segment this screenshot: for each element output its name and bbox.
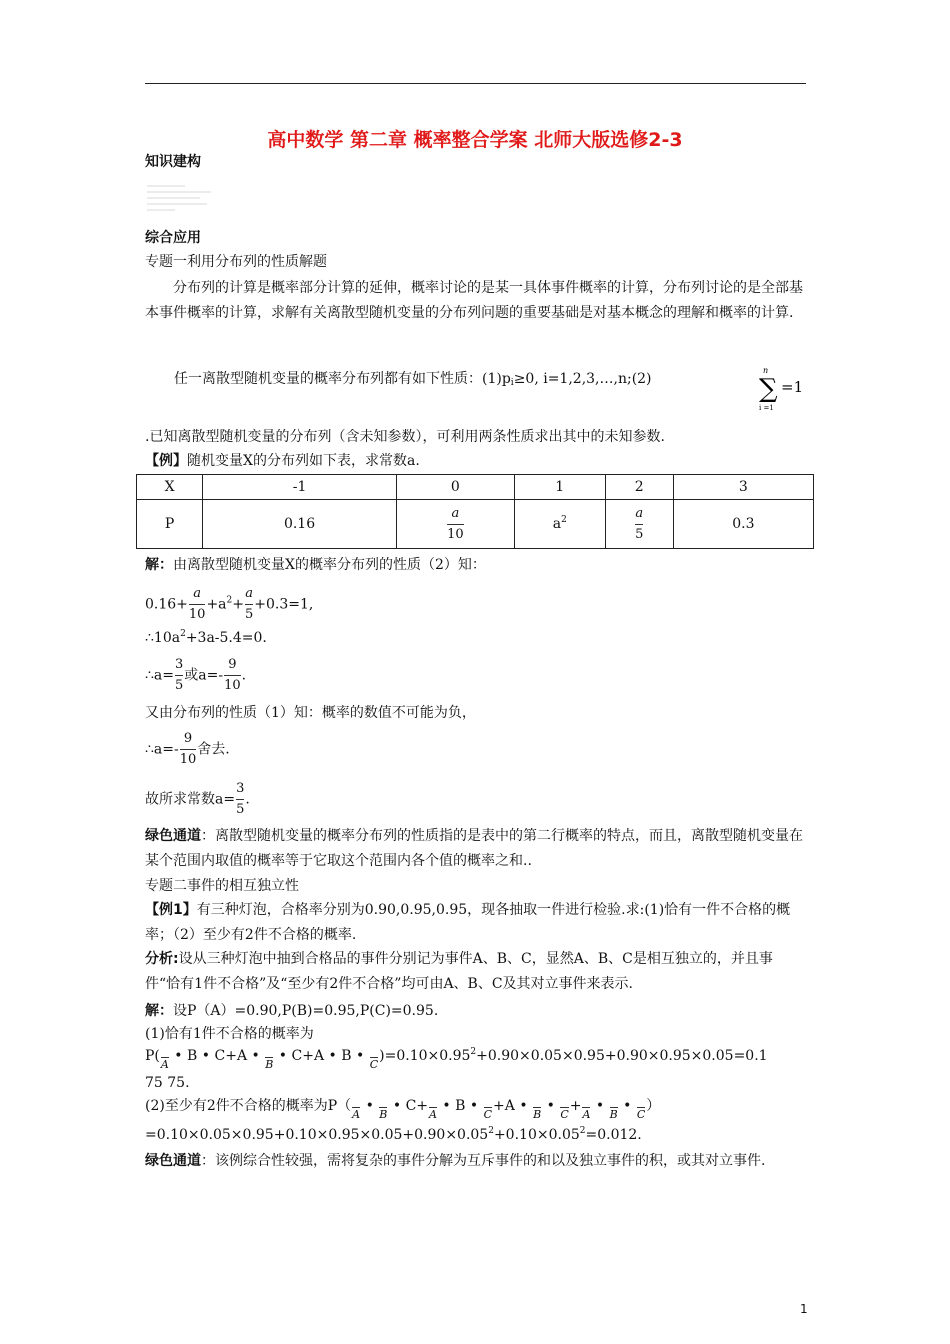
solution2-line5: (2)至少有2件不合格的概率为P（A • B • C+A • B • C+A • B • C+A • B • C） <box>145 1098 661 1121</box>
table-cell: $\frac{a}{10}$ <box>396 500 514 549</box>
page-number: 1 <box>800 1302 808 1316</box>
table-cell: $\frac{a}{5}$ <box>605 500 673 549</box>
summation-formula <box>757 366 813 412</box>
table-cell: -1 <box>203 475 397 500</box>
solution1-line7: 故所求常数a= $\frac{3}{5}$ . <box>145 781 250 817</box>
para-known: .已知离散型随机变量的分布列（含未知参数），可利用两条性质求出其中的未知参数. <box>145 429 665 445</box>
solution2-line1: 解：设P（A）=0.90,P(B)=0.95,P(C)=0.95. <box>145 1003 439 1019</box>
page-title: 高中数学 第二章 概率整合学案 北师大版选修2-3 <box>267 129 683 151</box>
green-channel-2: 绿色通道：该例综合性较强，需将复杂的事件分解为互斥事件的和以及独立事件的积，或其对立事件. <box>145 1153 766 1169</box>
solution1-line4: ∴a= $\frac{3}{5}$ 或a=- $\frac{9}{10}$ . <box>145 657 247 693</box>
table-cell: 3 <box>673 475 813 500</box>
solution1-line5: 又由分布列的性质（1）知：概率的数值不可能为负， <box>145 705 476 721</box>
solution1-line1: 解：由离散型随机变量X的概率分布列的性质（2）知： <box>145 557 486 573</box>
header-rule <box>145 83 806 84</box>
solution1-line2: 0.16+ $\frac{a}{10}$ $+a^2+$ $\frac{a}{5}$ +0.3=1, <box>145 586 314 622</box>
para-intro: 分布列的计算是概率部分计算的延伸，概率讨论的是某一具体事件概率的计算，分布列讨论的是全部基本事件概率的计算，求解有关离散型随机变量的分布列问题的重要基础是对基本概念的理解和概率的计算. <box>145 280 803 321</box>
svg-text:∑: ∑ <box>759 374 778 404</box>
para-properties: 任一离散型随机变量的概率分布列都有如下性质：$(1)p_i\ge 0$, i=1,2,3,…,n;(2) <box>174 371 652 388</box>
solution2-line4: 75 75. <box>145 1075 190 1091</box>
solution2-line6: $=0.10\times 0.05\times 0.95+0.10\times 0.95\times 0.05+0.90\times 0.05^2+0.10\times 0.05^2=0.012$. <box>145 1126 642 1143</box>
knowledge-diagram-thumbnail <box>145 180 215 214</box>
solution1-line3: $\therefore 10a^2+3a-5.4=0$. <box>145 629 267 646</box>
section-knowledge: 知识建构 <box>145 154 201 170</box>
sigma-lower: i =1 <box>759 404 774 412</box>
solution2-line3: P(A • B • C+A • B • C+A • B • $C)=0.10\times 0.95^2+0.90\times 0.05\times 0.95+0.90\times 0.95\times 0.05=0.1$ <box>145 1047 768 1071</box>
topic1-heading: 专题一利用分布列的性质解题 <box>145 254 327 270</box>
table-cell: 1 <box>514 475 605 500</box>
table-row <box>137 500 814 549</box>
distribution-table <box>136 474 814 549</box>
section-applied: 综合应用 <box>145 230 201 246</box>
green-channel-1: 绿色通道：离散型随机变量的概率分布列的性质指的是表中的第二行概率的特点，而且，离散型随机变量在某个范围内取值的概率等于它取这个范围内各个值的概率之和.. <box>145 828 803 869</box>
table-cell: $a^2$ <box>514 500 605 549</box>
table-cell: 0.3 <box>673 500 813 549</box>
table-cell: X <box>137 475 203 500</box>
table-row <box>137 475 814 500</box>
table-cell: 2 <box>605 475 673 500</box>
sigma-equals: =1 <box>781 378 804 396</box>
solution2-line2: (1)恰有1件不合格的概率为 <box>145 1026 314 1042</box>
table-cell: 0.16 <box>203 500 397 549</box>
analysis: 分析:设从三种灯泡中抽到合格品的事件分别记为事件A、B、C，显然A、B、C是相互独立的，并且事件“恰有1件不合格”及“至少有2件不合格”均可由A、B、C及其对立事件来表示. <box>145 951 773 992</box>
sigma-upper: n <box>763 366 769 375</box>
example1: 【例】随机变量X的分布列如下表，求常数a. <box>145 453 420 469</box>
solution1-line6: ∴a=- $\frac{9}{10}$ 舍去. <box>145 731 230 767</box>
table-cell: 0 <box>396 475 514 500</box>
example2: 【例1】有三种灯泡，合格率分别为0.90,0.95,0.95，现各抽取一件进行检验.求:(1)恰有一件不合格的概率；（2）至少有2件不合格的概率. <box>145 902 791 943</box>
table-cell: P <box>137 500 203 549</box>
topic2-heading: 专题二事件的相互独立性 <box>145 878 299 894</box>
